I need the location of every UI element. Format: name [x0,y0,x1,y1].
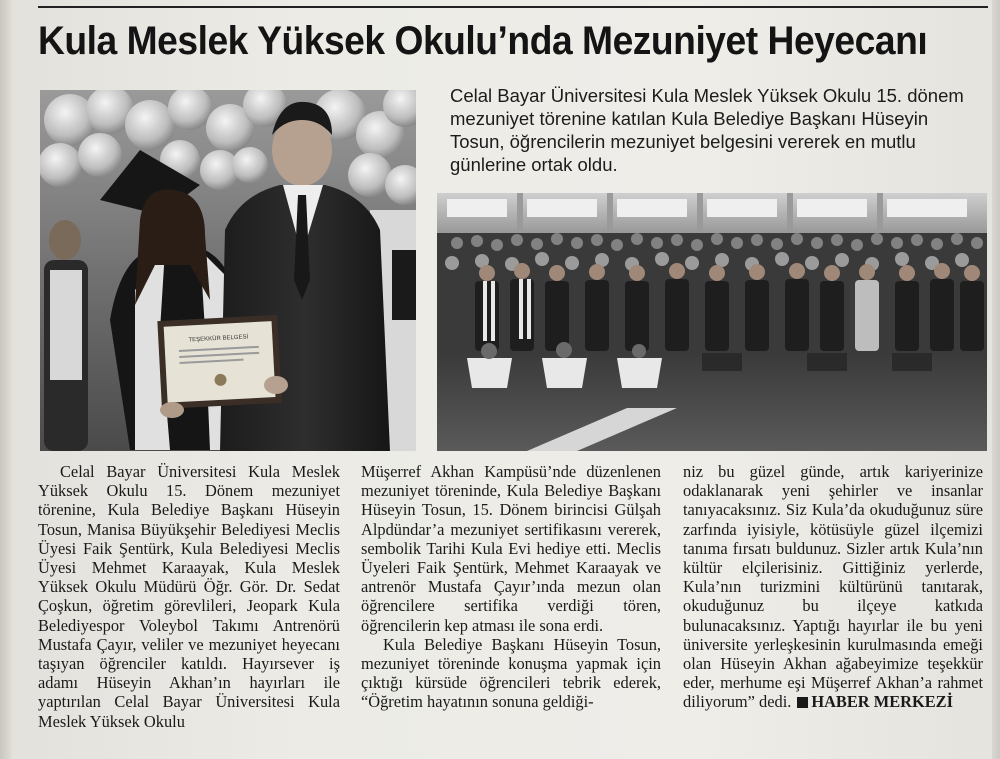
article-column-3 [683,462,983,712]
article-column-2 [361,462,661,712]
byline: HABER MERKEZİ [811,692,953,712]
top-rule [38,6,988,8]
article-paragraph: Müşerref Akhan Kampüsü’nde düzenlenen mezuniyet töreninde, Kula Belediye Başkanı Hüseyin Tosun, 15. Dönem birincisi Gülşah Alpdündar’a mezuniyet sertifikasını vererek, sembolik Tarihi Kula Evi hediye etti. Meclis Üyeleri Faik Şentürk, Mehmet Karaayak ve antrenör Mustafa Çayır’ında mezun olan öğrencilere sertifika verdiği tören, öğrencilerin kep atması ile sona erdi. [361,462,661,635]
photo-certificate-svg [40,90,416,451]
certificate-title: TEŞEKKÜR BELGESİ [188,334,249,344]
article-column-1 [38,462,340,731]
headline: Kula Meslek Yüksek Okulu’nda Mezuniyet Heyecanı [38,19,928,63]
photo-certificate-presentation [40,90,416,451]
photo-ceremony-hall [437,193,987,451]
article-paragraph [361,635,661,712]
column-3-text: niz bu güzel günde, artık kariyerinize odaklanarak yeni şehirler ve insanlar tanıyacaksınız. Siz Kula’da okuduğunuz süre zarfında iyisiyle, kötüsüyle güzel ilçemizi tanıma fırsatı buldunuz. Sizler artık Kula’nın kültür elçilerisiniz. Gittiğiniz yerlerde, Kula’nın turizmini kültürünü tanıtarak, okuduğunuz bu ilçeye katkıda bulunacaksınız. Yaptığı hayırlar ile bu yeni üniversite yerleşkesinin kurulmasında emeği olan Hüseyin Akhan ağabeyimize teşekkür eder, merhume eşi Müşerref Akhan’a rahmet diliyorum” dedi. [683,462,983,712]
column-1-text: Celal Bayar Üniversitesi Kula Meslek Yüksek Okulu 15. Dönem mezuniyet törenine, Kula Belediye Başkanı Hüseyin Tosun, Manisa Büyükşehir Belediyesi Meclis Üyesi Faik Şentürk, Kula Belediyesi Meclis Üyesi Mehmet Karaayak, Kula Meslek Yüksek Okulu Müdürü Öğr. Gör. Dr. Sedat Çoşkun, öğretim görevlileri, Jeopark Kula Belediyespor Voleybol Takımı Antrenörü Mustafa Çayır, veliler ve mezuniyet heyecanı taşıyan öğrenciler katıldı. Hayırsever iş adamı Hüseyin Akhan’ın hayırları ile yaptırılan Celal Bayar Üniversitesi Kula Meslek Yüksek Okulu [38,462,340,731]
article-paragraph [38,462,340,731]
photo-ceremony-svg [437,193,987,451]
article-paragraph [683,462,983,712]
page-edge-left [0,0,12,759]
column-2-second-paragraph-text: Kula Belediye Başkanı Hüseyin Tosun, mezuniyet töreninde konuşma yapmak için çıktığı kürsüde öğrencileri tebrik ederek, “Öğretim hayatının sonuna geldiği- [361,634,661,712]
page-edge-right [992,0,1000,759]
lede-paragraph: Celal Bayar Üniversitesi Kula Meslek Yüksek Okulu 15. dönem mezuniyet törenine katılan Kula Belediye Başkanı Hüseyin Tosun, öğrencilerin mezuniyet belgesini vererek en mutlu günlerine ortak oldu. [450,85,964,175]
byline-square-icon [797,697,808,708]
